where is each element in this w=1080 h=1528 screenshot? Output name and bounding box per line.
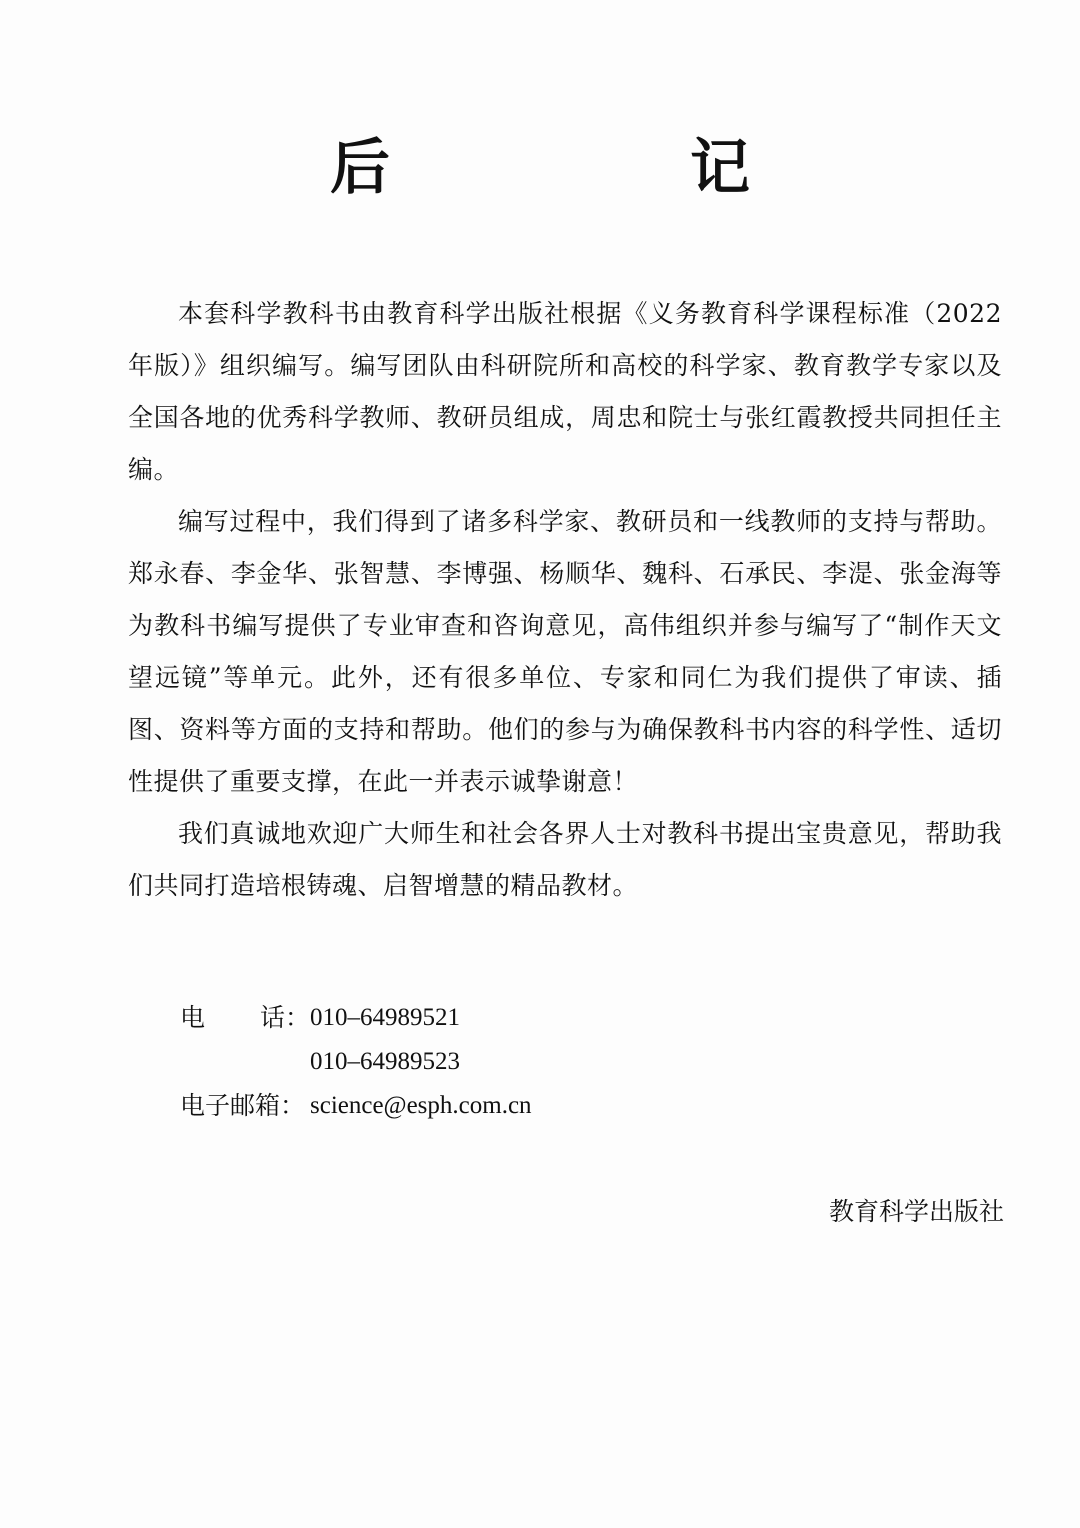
paragraph: 我们真诚地欢迎广大师生和社会各界人士对教科书提出宝贵意见，帮助我们共同打造培根铸魂、启智增慧的精品教材。 (128, 819, 1002, 900)
paragraph: 编写过程中，我们得到了诸多科学家、教研员和一线教师的支持与帮助。郑永春、李金华、张智慧、李博强、杨顺华、魏科、石承民、李湜、张金海等为教科书编写提供了专业审查和咨询意见，高伟组织并参与编写了“制作天文望远镜”等单元。此外，还有很多单位、专家和同仁为我们提供了审读、插图、资料等方面的支持和帮助。他们的参与为确保教科书内容的科学性、适切性提供了重要支撑，在此一并表示诚挚谢意！ (128, 507, 1002, 796)
publisher-name: 教育科学出版社 (828, 1197, 1004, 1226)
phone-label-part: 话： (259, 1003, 310, 1032)
page-title: 后 记 (330, 133, 870, 203)
phone-label (180, 996, 310, 1040)
email-address: science@esph.com.cn (310, 1092, 532, 1119)
email-label: 电子邮箱： (180, 1091, 306, 1120)
phone-number: 010–64989523 (310, 1048, 460, 1075)
paragraph: 本套科学教科书由教育科学出版社根据《义务教育科学课程标准（2022年版）》组织编写。编写团队由科研院所和高校的科学家、教育教学专家以及全国各地的优秀科学教师、教研员组成，周忠和院士与张红霞教授共同担任主编。 (128, 299, 1002, 484)
email-row (180, 1084, 880, 1128)
phone-number: 010–64989521 (310, 1004, 460, 1031)
phone-row (180, 1040, 880, 1084)
contact-info (180, 996, 880, 1128)
phone-label-part: 电 (180, 1003, 206, 1032)
phone-row (180, 996, 880, 1040)
document-body (128, 288, 1002, 912)
